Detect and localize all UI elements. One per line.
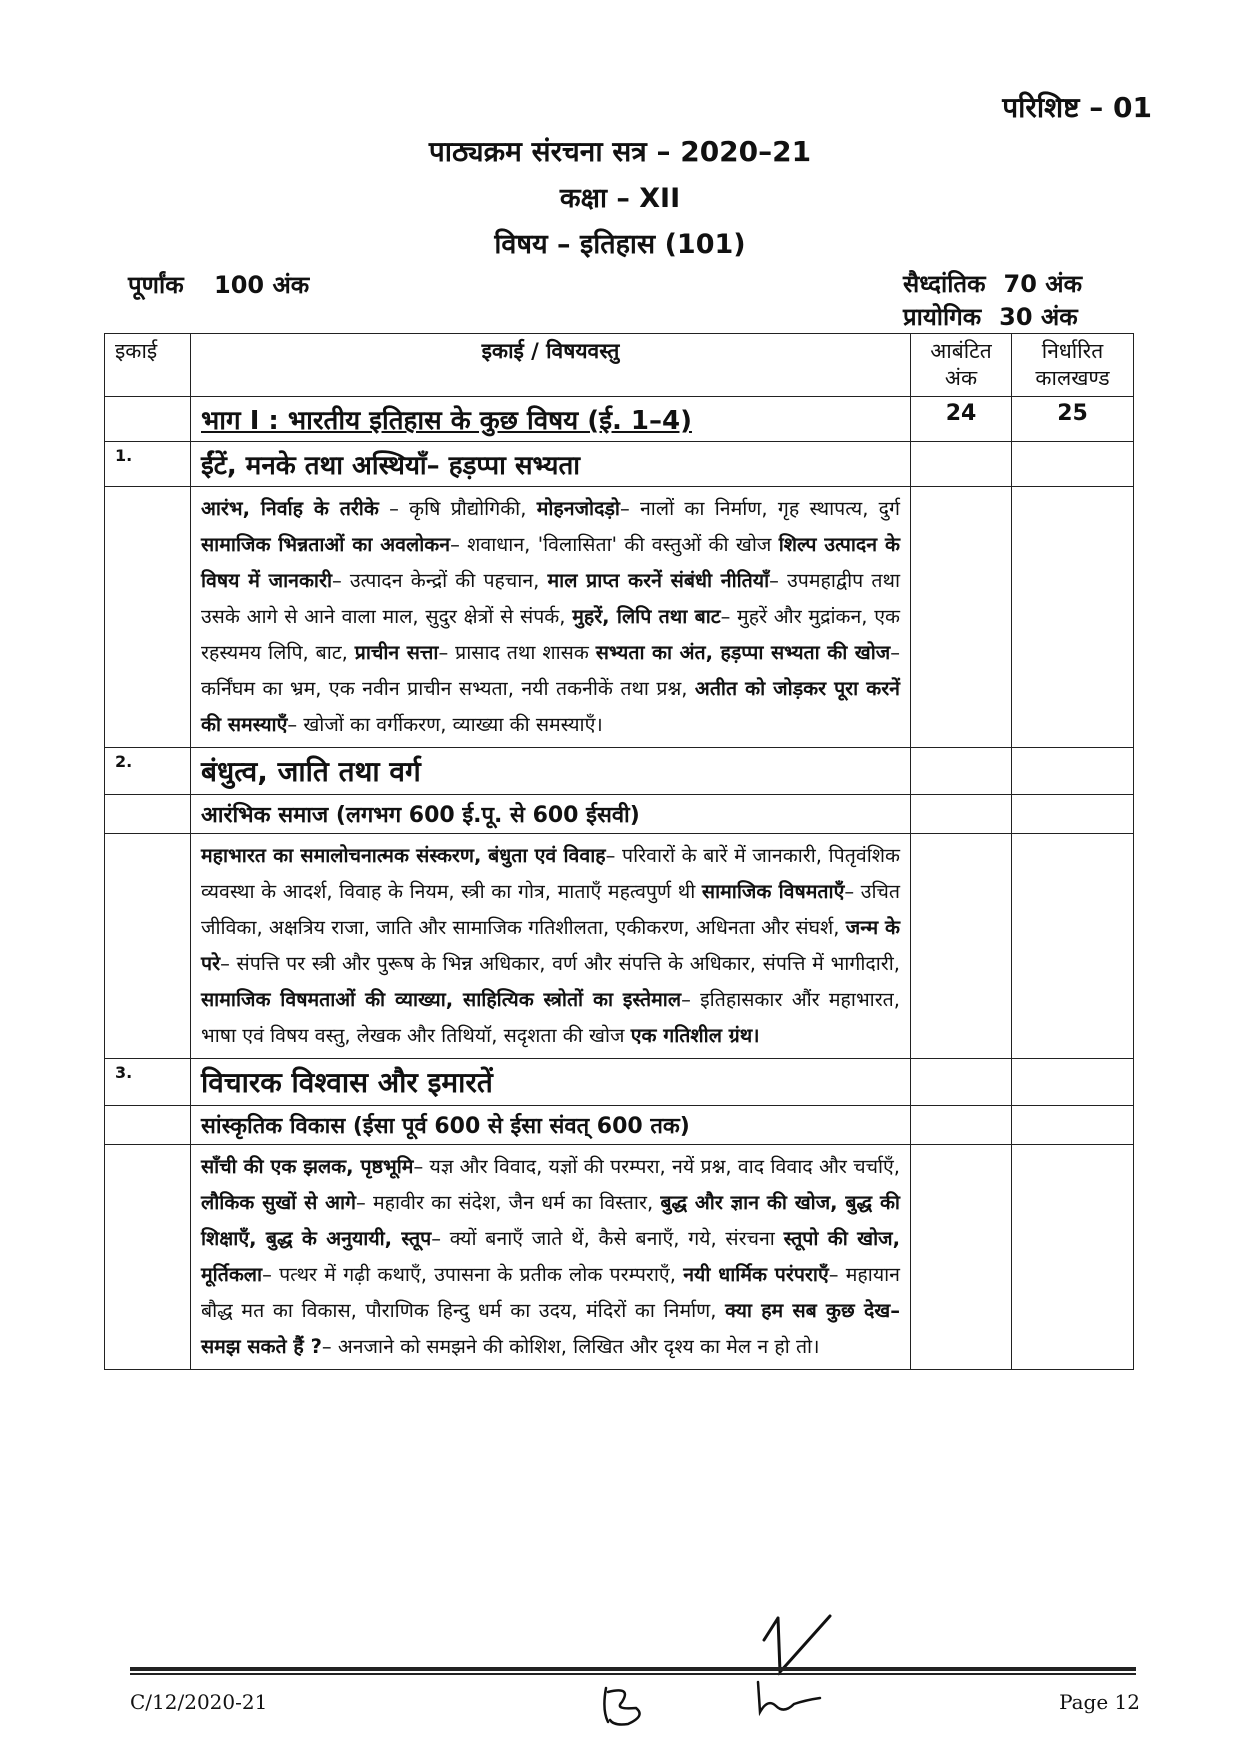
page-number: Page 12	[1059, 1690, 1140, 1714]
unit1-title: ईंटें, मनके तथा अस्थियाँ– हड़प्पा सभ्यता	[191, 442, 911, 487]
unit2-subhead-row	[105, 795, 1134, 834]
footer-rule-thick	[130, 1667, 1136, 1671]
header-unit: इकाई	[105, 334, 191, 397]
table-header-row	[105, 334, 1134, 397]
unit1-number: 1.	[105, 442, 191, 487]
page-title: पाठ्यक्रम संरचना सत्र – 2020–21	[428, 135, 812, 168]
initials-signature	[592, 1680, 662, 1730]
section-row	[105, 397, 1134, 442]
theory-marks-label: सैध्दांतिक	[903, 270, 986, 298]
total-marks-value: 100 अंक	[214, 271, 310, 299]
section-period: 25	[1012, 397, 1134, 442]
unit3-content: साँची की एक झलक, पृष्ठभूमि– यज्ञ और विवाद, यज्ञों की परम्परा, नयें प्रश्न, वाद विवाद और चर्चाएँ, लौकिक सुखों से आगे– महावीर का संदेश, जैन धर्म का विस्तार, बुद्ध और ज्ञान की खोज, बुद्ध की शिक्षाएँ, बुद्ध के अनुयायी, स्तूप– क्यों बनाएँ जाते थें, कैसे बनाएँ, गये, संरचना स्तूपो की खोज, मूर्तिकला– पत्थर में गढ़ी कथाएँ, उपासना के प्रतीक लोक परम्पराएँ, नयी धार्मिक परंपराएँ– महायान बौद्ध मत का विकास, पौराणिक हिन्दु धर्म का उदय, मंदिरों का निर्माण, क्या हम सब कुछ देख–समझ सकते हैं ?– अनजाने को समझने की कोशिश, लिखित और दृश्य का मेल न हो तो।	[191, 1145, 911, 1370]
header-allotted: आबंटित अंक	[911, 334, 1012, 397]
document-code: C/12/2020-21	[130, 1690, 268, 1714]
subject-title: विषय – इतिहास (101)	[494, 229, 746, 260]
unit3-subhead-row	[105, 1106, 1134, 1145]
total-marks	[128, 268, 309, 301]
scribble-signature	[750, 1678, 830, 1718]
unit2-title: बंधुत्व, जाति तथा वर्ग	[191, 748, 911, 795]
unit1-title-row	[105, 442, 1134, 487]
marks-breakdown	[903, 268, 1082, 334]
unit3-content-row	[105, 1145, 1134, 1370]
unit2-content: महाभारत का समालोचनात्मक संस्करण, बंधुता एवं विवाह– परिवारों के बारें में जानकारी, पितृवंशिक व्यवस्था के आदर्श, विवाह के नियम, स्त्री का गोत्र, माताएँ महत्वपुर्ण थी सामाजिक विषमताएँ– उचित जीविका, अक्षत्रिय राजा, जाति और सामाजिक गतिशीलता, एकीकरण, अधिनता और संघर्श, जन्म के परे– संपत्ति पर स्त्री और पुरूष के भिन्न अधिकार, वर्ण और संपत्ति के अधिकार, संपत्ति में भागीदारी, सामाजिक विषमताओं की व्याख्या, साहित्यिक स्त्रोतों का इस्तेमाल– इतिहासकार औंर महाभारत, भाषा एवं विषय वस्तु, लेखक और तिथियॉ, सदृशता की खोज एक गतिशील ग्रंथ।	[191, 834, 911, 1059]
section-title: भाग I : भारतीय इतिहास के कुछ विषय (ई. 1–4)	[191, 397, 911, 442]
footer-rule-thin	[130, 1673, 1136, 1675]
unit3-subhead: सांस्कृतिक विकास (ईसा पूर्व 600 से ईसा संवत् 600 तक)	[191, 1106, 911, 1145]
header-content: इकाई / विषयवस्तु	[191, 334, 911, 397]
syllabus-table	[104, 333, 1134, 1370]
unit3-title-row	[105, 1059, 1134, 1106]
unit2-number: 2.	[105, 748, 191, 795]
practical-marks-label: प्रायोगिक	[903, 303, 982, 331]
unit3-number: 3.	[105, 1059, 191, 1106]
appendix-label: परिशिष्ट – 01	[1002, 91, 1152, 124]
unit2-content-row	[105, 834, 1134, 1059]
unit2-subhead: आरंभिक समाज (लगभग 600 ई.पू. से 600 ईसवी)	[191, 795, 911, 834]
theory-marks-value: 70 अंक	[1003, 270, 1083, 298]
header-period: निर्धारित कालखण्ड	[1012, 334, 1134, 397]
practical-marks-value: 30 अंक	[999, 303, 1078, 331]
unit2-title-row	[105, 748, 1134, 795]
class-title: कक्षा – XII	[559, 183, 681, 214]
total-marks-label: पूर्णांक	[128, 271, 184, 299]
section-allotted: 24	[911, 397, 1012, 442]
unit1-content-row	[105, 487, 1134, 748]
unit3-title: विचारक विश्वास और इमारतें	[191, 1059, 911, 1106]
unit1-content: आरंभ, निर्वाह के तरीके – कृषि प्रौद्योगिकी, मोहनजोदड़ो– नालों का निर्माण, गृह स्थापत्य, दुर्ग सामाजिक भिन्नताओं का अवलोकन– शवाधान, 'विलासिता' की वस्तुओं की खोज शिल्प उत्पादन के विषय में जानकारी– उत्पादन केन्द्रों की पहचान, माल प्राप्त करनें संबंधी नीतियाँ– उपमहाद्वीप तथा उसके आगे से आने वाला माल, सुदुर क्षेत्रों से संपर्क, मुहरें, लिपि तथा बाट– मुहरें और मुद्रांकन, एक रहस्यमय लिपि, बाट, प्राचीन सत्ता– प्रासाद तथा शासक सभ्यता का अंत, हड़प्पा सभ्यता की खोज– कर्निंघम का भ्रम, एक नवीन प्राचीन सभ्यता, नयी तकनीकें तथा प्रश्न, अतीत को जोड़कर पूरा करनें की समस्याएँ– खोजों का वर्गीकरण, व्याख्या की समस्याएँ।	[191, 487, 911, 748]
